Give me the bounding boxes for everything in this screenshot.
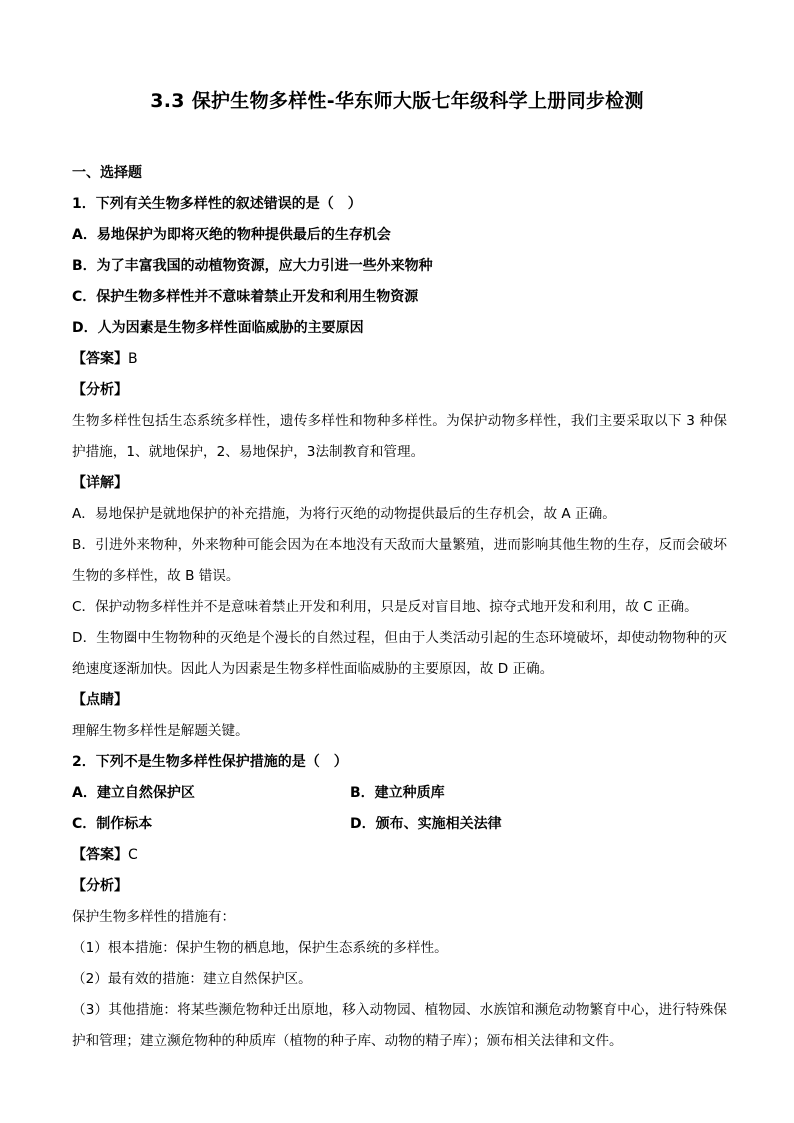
question-2-analysis-line: 保护生物多样性的措施有： bbox=[72, 909, 236, 925]
question-2-stem: 2．下列不是生物多样性保护措施的是（ ） bbox=[72, 754, 348, 770]
answer-label: 【答案】 bbox=[72, 351, 128, 367]
question-2-option-d: D．颁布、实施相关法律 bbox=[350, 816, 502, 832]
answer-value: B bbox=[128, 351, 138, 367]
question-2-answer bbox=[72, 840, 727, 871]
question-2-analysis-line: （2）最有效的措施：建立自然保护区。 bbox=[72, 971, 312, 987]
page-title: 3.3 保护生物多样性-华东师大版七年级科学上册同步检测 bbox=[150, 90, 644, 112]
document-body bbox=[72, 158, 727, 1057]
question-1-detail-a: A．易地保护是就地保护的补充措施，为将行灭绝的动物提供最后的生存机会，故 A 正确。 bbox=[72, 506, 616, 522]
question-2-option-b: B．建立种质库 bbox=[350, 785, 445, 801]
question-1-option-a: A．易地保护为即将灭绝的物种提供最后的生存机会 bbox=[72, 227, 391, 243]
question-1-detail-d: D．生物圈中生物物种的灭绝是个漫长的自然过程，但由于人类活动引起的生态环境破坏，却使动物物种的灭绝速度逐渐加快。因此人为因素是生物多样性面临威胁的主要原因，故 D 正确。 bbox=[72, 630, 727, 677]
question-2-options-row-2 bbox=[72, 809, 727, 840]
section-heading: 一、选择题 bbox=[72, 165, 142, 181]
question-2-option-a: A．建立自然保护区 bbox=[72, 785, 195, 801]
question-1-comment-label: 【点睛】 bbox=[72, 692, 128, 708]
question-1-analysis-label: 【分析】 bbox=[72, 382, 128, 398]
question-1-option-d: D．人为因素是生物多样性面临威胁的主要原因 bbox=[72, 320, 364, 336]
question-1-option-b: B．为了丰富我国的动植物资源，应大力引进一些外来物种 bbox=[72, 258, 433, 274]
question-1-stem: 1．下列有关生物多样性的叙述错误的是（ ） bbox=[72, 196, 362, 212]
question-1-answer bbox=[72, 344, 727, 375]
answer-label: 【答案】 bbox=[72, 847, 128, 863]
question-1-comment: 理解生物多样性是解题关键。 bbox=[72, 723, 249, 739]
answer-value: C bbox=[128, 847, 138, 863]
question-1-detail-c: C．保护动物多样性并不是意味着禁止开发和利用，只是反对盲目地、掠夺式地开发和利用，故 C 正确。 bbox=[72, 599, 698, 615]
question-1-option-c: C．保护生物多样性并不意味着禁止开发和利用生物资源 bbox=[72, 289, 419, 305]
question-1-analysis: 生物多样性包括生态系统多样性，遗传多样性和物种多样性。为保护动物多样性，我们主要采取以下 3 种保护措施，1、就地保护，2、易地保护，3法制教育和管理。 bbox=[72, 413, 727, 460]
question-2-analysis-label: 【分析】 bbox=[72, 878, 128, 894]
question-1-detail-b: B．引进外来物种，外来物种可能会因为在本地没有天敌而大量繁殖，进而影响其他生物的生存，反而会破坏生物的多样性，故 B 错误。 bbox=[72, 537, 727, 584]
question-2-options-row-1 bbox=[72, 778, 727, 809]
question-2-analysis-line: （1）根本措施：保护生物的栖息地，保护生态系统的多样性。 bbox=[72, 940, 448, 956]
question-2-option-c: C．制作标本 bbox=[72, 816, 153, 832]
question-1-detail-label: 【详解】 bbox=[72, 475, 128, 491]
question-2-analysis-line: （3）其他措施：将某些濒危物种迁出原地，移入动物园、植物园、水族馆和濒危动物繁育中心，进行特殊保护和管理；建立濒危物种的种质库（植物的种子库、动物的精子库）；颁布相关法律和文件。 bbox=[72, 1002, 727, 1049]
